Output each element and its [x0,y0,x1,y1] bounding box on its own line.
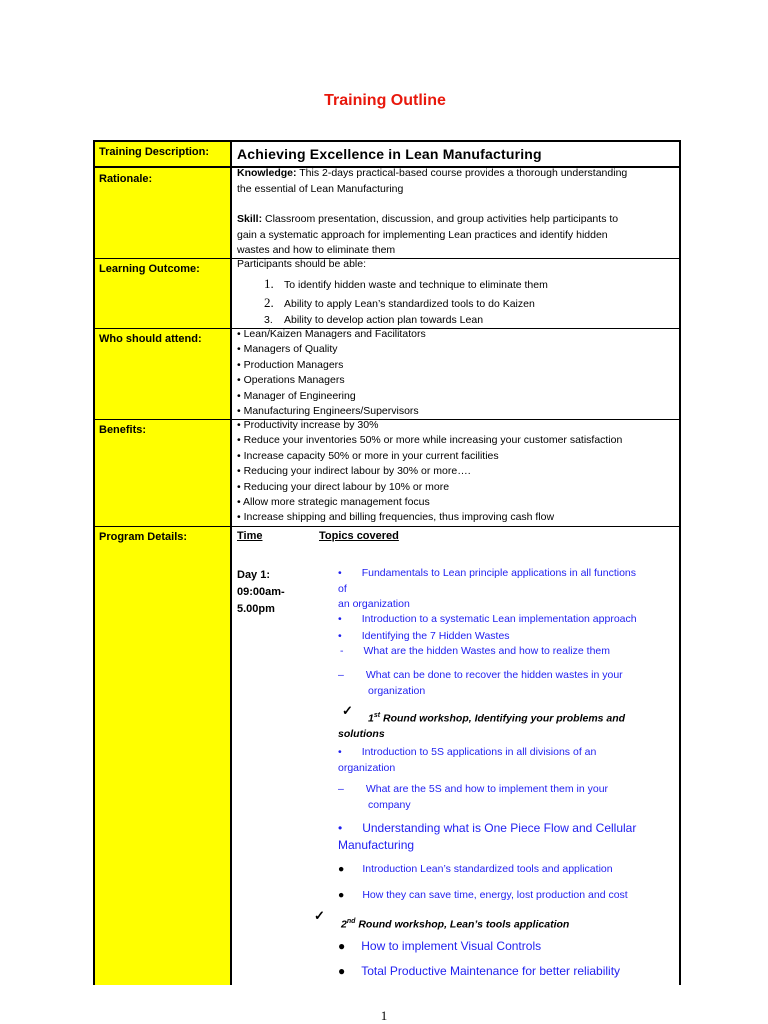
topic-item: • Introduction to 5S applications in all divisions of an organization [338,746,597,774]
label-rationale: Rationale: [99,173,153,185]
bullet-icon: • [338,630,342,642]
list-item: • Operations Managers [237,374,345,387]
rationale-skill: Skill: Classroom presentation, discussion, and group activities help participants to gain a systematic approach for implementing Lean practices and identify hidden wastes and how to eliminate them [237,213,619,256]
benefits-list [237,418,622,526]
label-program-details: Program Details: [99,531,188,543]
topic-item: – What can be done to recover the hidden wastes in your organization [338,669,623,697]
list-item: • Managers of Quality [237,343,338,356]
topic-item: • Introduction to a systematic Lean implementation approach [338,613,637,625]
attendee-list [237,327,426,419]
workshop-1: 1st Round workshop, Identifying your problems and solutions [338,712,626,740]
course-title: Achieving Excellence in Lean Manufacturing [237,146,542,162]
list-item: • Reducing your direct labour by 10% or more [237,480,450,493]
label-who-should-attend: Who should attend: [99,333,202,345]
topic-item: - What are the hidden Wastes and how to realize them [340,645,610,657]
bullet-icon: ● [338,863,345,875]
list-item: • Productivity increase by 30% [237,419,379,431]
list-item: • Manager of Engineering [237,389,356,402]
bullet-icon: • [338,567,342,579]
topics-header: Topics covered [319,530,399,542]
check-icon: ✓ [314,908,325,923]
row-divider [93,526,681,527]
bullet-icon: ● [338,889,345,901]
topic-item: ● How to implement Visual Controls [338,939,542,953]
list-item: • Allow more strategic management focus [237,496,430,509]
dash-icon: – [338,783,344,795]
dash-icon: - [340,645,344,657]
day-label: Day 1: 09:00am- 5.00pm [237,569,285,615]
label-training-description: Training Description: [99,146,210,158]
outcome-item: 2. Ability to apply Lean’s standardized tools to do Kaizen [264,295,535,310]
outcome-intro: Participants should be able: [237,258,366,270]
list-item: • Lean/Kaizen Managers and Facilitators [237,328,426,340]
bullet-icon: ● [338,964,346,978]
topic-item: ● Total Productive Maintenance for better reliability [338,964,621,978]
bullet-icon: ● [338,939,346,953]
outcome-item: 1. To identify hidden waste and technique to eliminate them [264,276,548,291]
topic-item: ● Introduction Lean’s standardized tools and application [338,863,613,875]
dash-icon: – [338,669,344,681]
bullet-icon: • [338,821,343,835]
label-benefits: Benefits: [99,424,147,436]
workshop-2: 2nd Round workshop, Lean’s tools application [341,918,570,931]
rationale-knowledge: Knowledge: This 2-days practical-based course provides a thorough understanding the essential of Lean Manufacturing [237,167,628,195]
bullet-icon: • [338,746,342,758]
topic-item: – What are the 5S and how to implement them in your company [338,783,609,811]
page-title: Training Outline [324,92,446,109]
topic-item: • Identifying the 7 Hidden Wastes [338,630,510,642]
list-item: • Reduce your inventories 50% or more while increasing your customer satisfaction [237,434,623,447]
label-learning-outcome: Learning Outcome: [99,263,200,275]
column-divider [230,140,232,985]
time-header: Time [237,530,263,542]
list-item: • Increase shipping and billing frequencies, thus improving cash flow [237,511,555,524]
page-number: 1 [380,1008,388,1023]
topic-item: ● How they can save time, energy, lost production and cost [338,889,628,901]
topic-item: • Fundamentals to Lean principle applications in all functions of an organization [338,567,637,610]
topic-item: • Understanding what is One Piece Flow and Cellular Manufacturing [338,821,637,852]
list-item: • Manufacturing Engineers/Supervisors [237,405,419,418]
list-item: • Production Managers [237,358,344,371]
bullet-icon: • [338,613,342,625]
outcome-item: 3. Ability to develop action plan towards Lean [264,314,484,326]
list-item: • Reducing your indirect labour by 30% or more…. [237,465,471,478]
check-icon: ✓ [342,703,353,718]
list-item: • Increase capacity 50% or more in your current facilities [237,449,499,462]
